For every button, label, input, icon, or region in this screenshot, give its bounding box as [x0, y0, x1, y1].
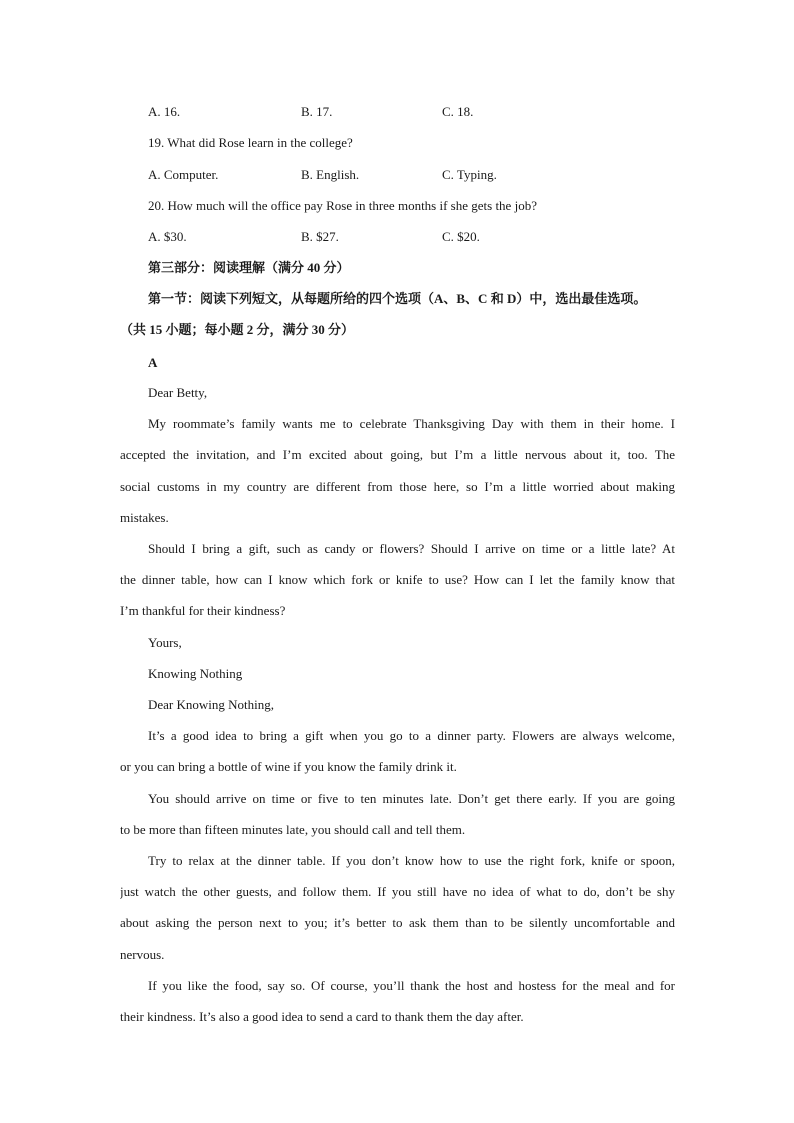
- q19-question: 19. What did Rose learn in the college?: [148, 135, 353, 150]
- letter2-p2-line: You should arrive on time or five to ten minutes late. Don’t get there early. If you are going: [148, 791, 675, 806]
- letter1-p1-line: My roommate’s family wants me to celebrate Thanksgiving Day with them in their home. I: [148, 416, 675, 431]
- letter1-greeting: Dear Betty,: [148, 385, 208, 400]
- q20-question: 20. How much will the office pay Rose in three months if she gets the job?: [148, 198, 537, 213]
- q19-option-a: A. Computer.: [148, 167, 219, 182]
- section1-instruction-line1: 第一节：阅读下列短文，从每题所给的四个选项（A、B、C 和 D）中，选出最佳选项。: [148, 291, 647, 306]
- letter2-p1-line: or you can bring a bottle of wine if you know the family drink it.: [120, 759, 457, 774]
- q19-option-c: C. Typing.: [442, 167, 497, 182]
- letter2-p3-line: about asking the person next to you; it’s better to ask them than to be silently uncomfortable and: [120, 915, 675, 930]
- letter2-p1-line: It’s a good idea to bring a gift when you go to a dinner party. Flowers are always welcome,: [148, 728, 675, 743]
- q20-option-c: C. $20.: [442, 229, 480, 244]
- letter1-signature: Knowing Nothing: [148, 666, 243, 681]
- letter2-p4-line: If you like the food, say so. Of course, you’ll thank the host and hostess for the meal and for: [148, 978, 675, 993]
- letter1-p2-line: Should I bring a gift, such as candy or flowers? Should I arrive on time or a little late? At: [148, 541, 675, 556]
- q19-options: [148, 165, 675, 185]
- letter1-p1-line: social customs in my country are different from those here, so I’m a little worried about making: [120, 479, 675, 494]
- part3-heading: 第三部分：阅读理解（满分 40 分）: [148, 260, 350, 275]
- q18-options: [148, 102, 675, 122]
- passage-label: A: [148, 355, 158, 370]
- letter1-p2-line: the dinner table, how can I know which fork or knife to use? How can I let the family know that: [120, 572, 675, 587]
- section1-instruction-line2: （共 15 小题；每小题 2 分，满分 30 分）: [120, 322, 355, 337]
- letter2-greeting: Dear Knowing Nothing,: [148, 697, 275, 712]
- letter1-p2-line: I’m thankful for their kindness?: [120, 603, 286, 618]
- q18-option-a: A. 16.: [148, 104, 181, 119]
- letter1-p1-line: mistakes.: [120, 510, 169, 525]
- q20-options: [148, 227, 675, 247]
- letter2-p3-line: just watch the other guests, and follow them. If you still have no idea of what to do, don’t be shy: [120, 884, 675, 899]
- letter2-p4-line: their kindness. It’s also a good idea to send a card to thank them the day after.: [120, 1009, 524, 1024]
- letter1-closing: Yours,: [148, 635, 182, 650]
- letter2-p3-line: nervous.: [120, 947, 165, 962]
- q18-option-b: B. 17.: [301, 104, 333, 119]
- q19-option-b: B. English.: [301, 167, 360, 182]
- q20-option-a: A. $30.: [148, 229, 187, 244]
- letter1-p1-line: accepted the invitation, and I’m excited about going, but I’m a little nervous about it, too. The: [120, 447, 675, 462]
- letter2-p3-line: Try to relax at the dinner table. If you don’t know how to use the right fork, knife or spoon,: [148, 853, 675, 868]
- q18-option-c: C. 18.: [442, 104, 474, 119]
- letter2-p2-line: to be more than fifteen minutes late, you should call and tell them.: [120, 822, 466, 837]
- q20-option-b: B. $27.: [301, 229, 339, 244]
